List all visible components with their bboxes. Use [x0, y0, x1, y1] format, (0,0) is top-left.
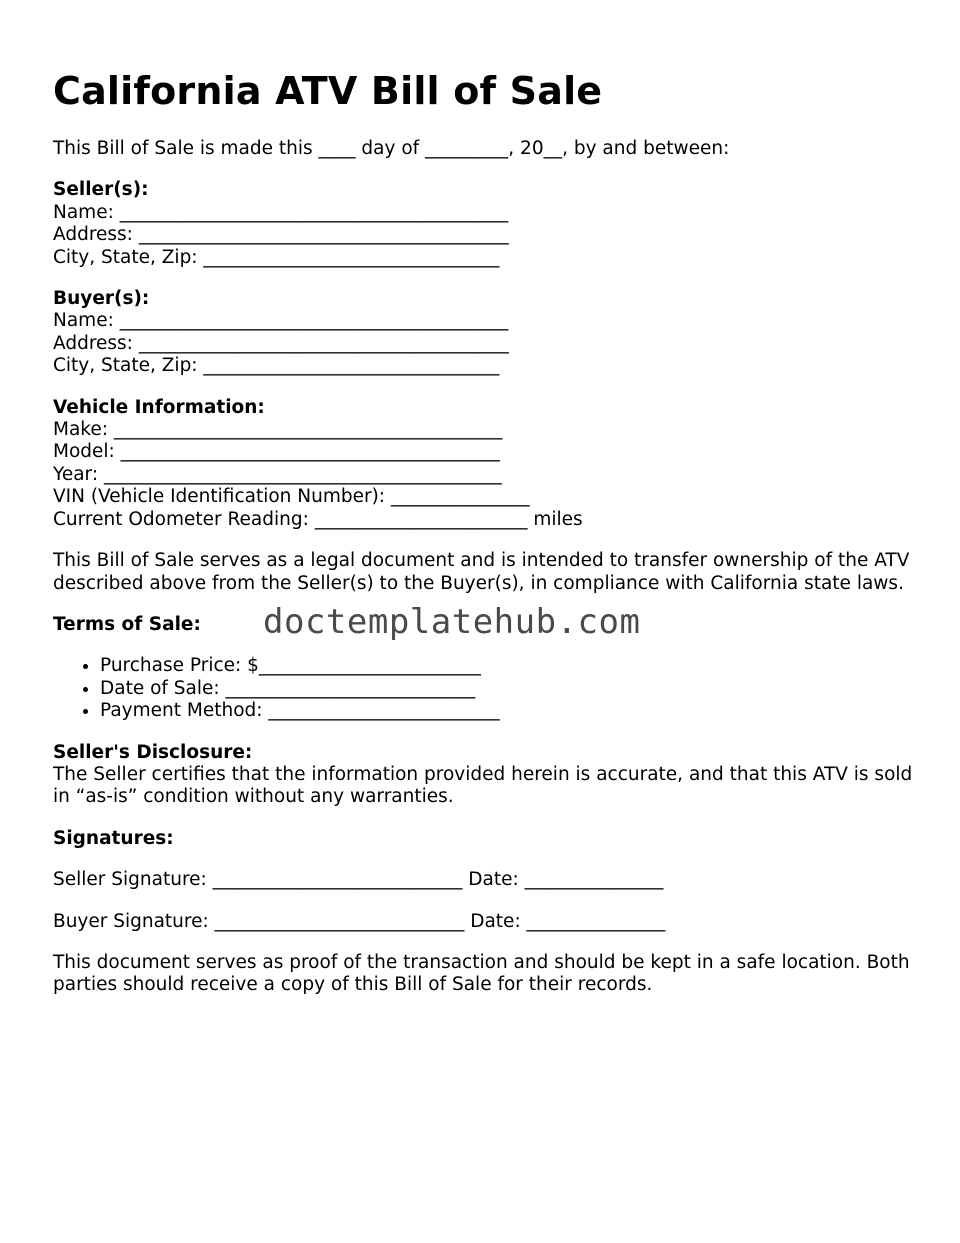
seller-city-line: City, State, Zip: ________________________________ [53, 246, 500, 268]
vehicle-make-line: Make: __________________________________________ [53, 419, 503, 441]
vehicle-vin-line: VIN (Vehicle Identification Number): _______________ [53, 486, 530, 508]
terms-item-payment-method: • Payment Method: _________________________ [100, 700, 913, 722]
document-title: California ATV Bill of Sale [53, 69, 603, 113]
terms-item-purchase-price: • Purchase Price: $________________________ [100, 655, 913, 677]
vehicle-heading: Vehicle Information: [53, 396, 265, 418]
vehicle-model-line: Model: _________________________________________ [53, 441, 500, 463]
disclosure-section [53, 742, 913, 809]
signatures-heading: Signatures: [53, 827, 174, 849]
seller-address-line: Address: ________________________________________ [53, 224, 509, 246]
buyer-city-line: City, State, Zip: ________________________________ [53, 355, 500, 377]
seller-name-line: Name: __________________________________________ [53, 201, 509, 223]
buyer-signature-line: Buyer Signature: ___________________________ Date: _______________ [53, 910, 666, 932]
document-page [53, 68, 913, 997]
terms-heading: Terms of Sale: [53, 613, 201, 635]
seller-signature-line: Seller Signature: ___________________________ Date: _______________ [53, 869, 664, 891]
buyer-address-line: Address: ________________________________________ [53, 332, 509, 354]
vehicle-section [53, 397, 913, 531]
terms-item-date-of-sale: • Date of Sale: ___________________________ [100, 678, 913, 700]
buyer-section [53, 288, 913, 378]
closing-paragraph: This document serves as proof of the transaction and should be kept in a safe location. Both parties should receive a copy of this Bill of Sale for their records. [53, 951, 910, 996]
seller-heading: Seller(s): [53, 179, 149, 201]
watermark-text: doctemplatehub.com [263, 602, 641, 642]
seller-section [53, 179, 913, 269]
legal-paragraph: This Bill of Sale serves as a legal document and is intended to transfer ownership of the ATV described above from the Seller(s) to the Buyer(s), in compliance with California state laws. [53, 550, 910, 594]
buyer-heading: Buyer(s): [53, 288, 150, 310]
vehicle-odometer-line: Current Odometer Reading: _______________________ miles [53, 508, 583, 530]
disclosure-text: The Seller certifies that the information provided herein is accurate, and that this ATV is sold in “as-is” condition without any warranties. [53, 763, 913, 808]
vehicle-year-line: Year: ___________________________________________ [53, 463, 502, 485]
signatures-section [53, 828, 913, 933]
terms-list [53, 655, 913, 722]
buyer-name-line: Name: __________________________________________ [53, 310, 509, 332]
intro-paragraph: This Bill of Sale is made this ____ day of _________, 20__, by and between: [53, 138, 730, 159]
disclosure-heading: Seller's Disclosure: [53, 741, 253, 763]
